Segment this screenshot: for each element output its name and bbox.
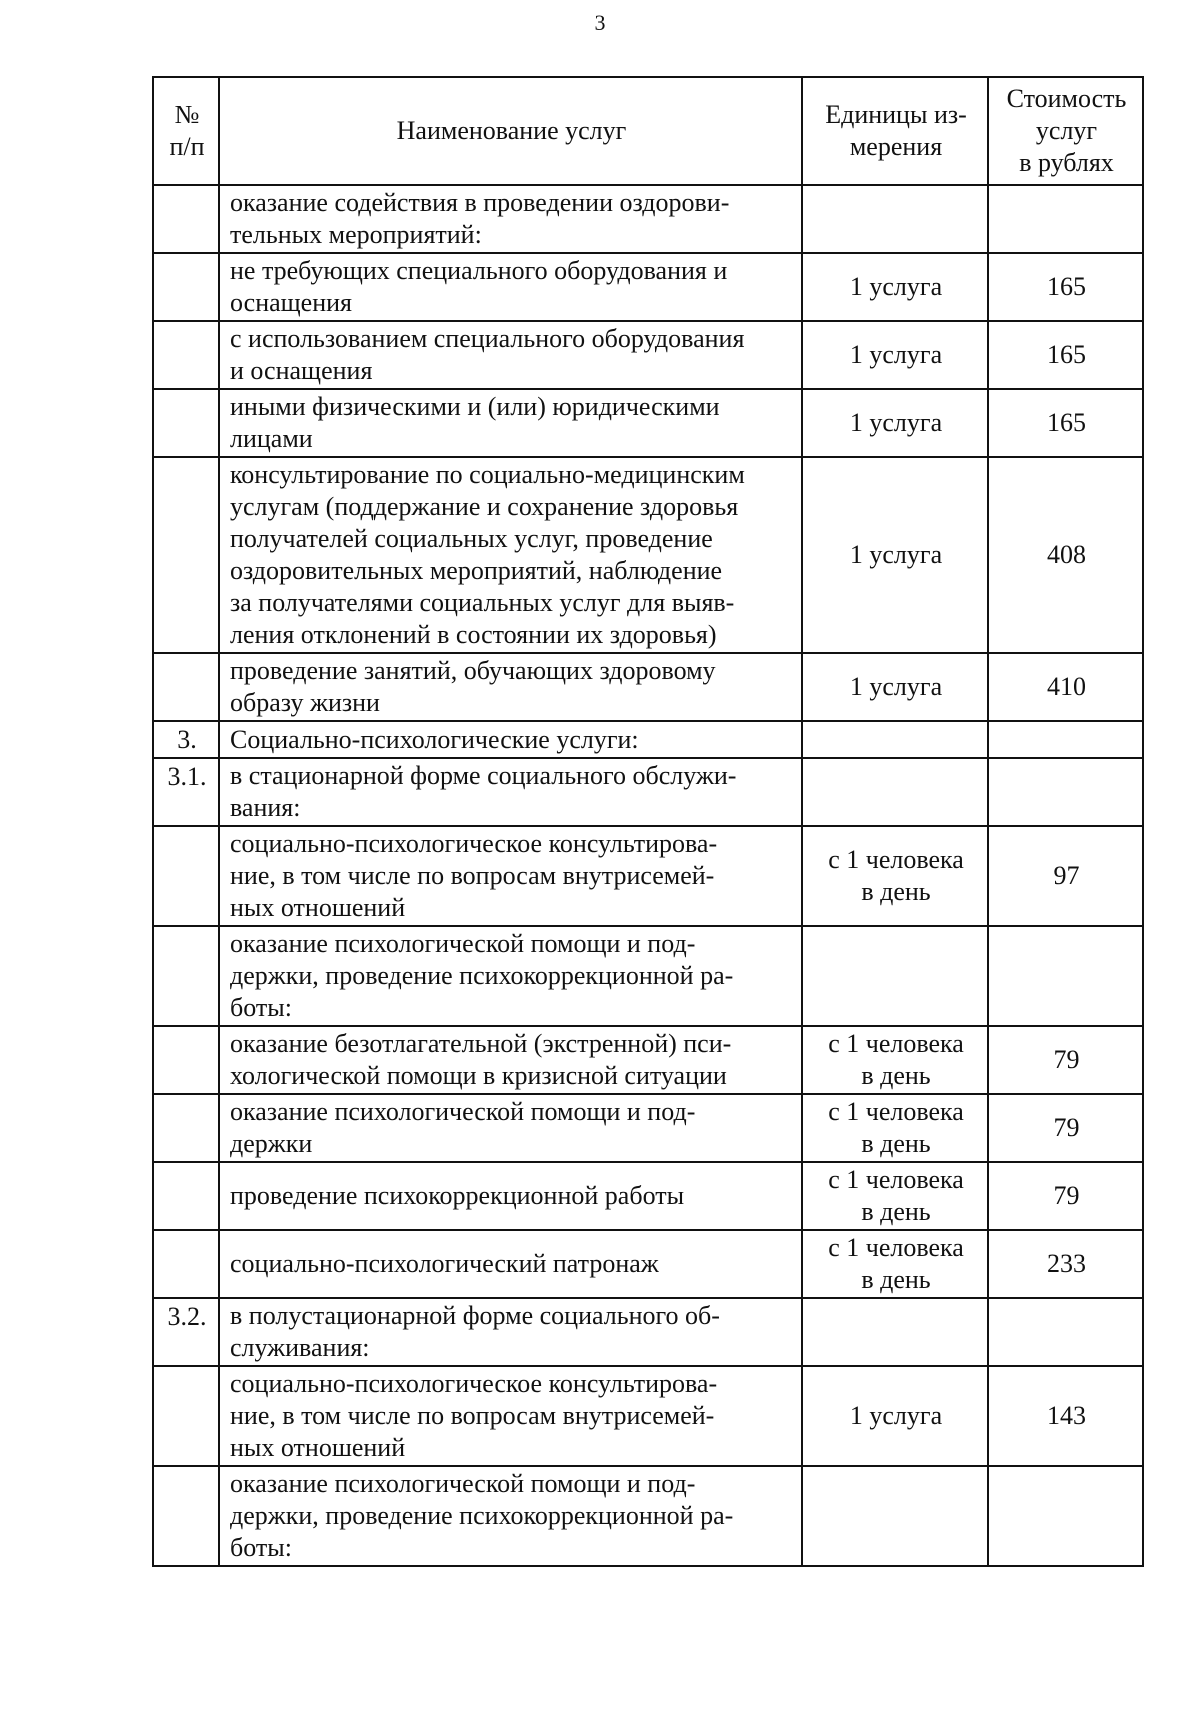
price-cell: 143 [988,1366,1143,1466]
unit-cell: с 1 человека в день [802,1162,988,1230]
table-header [153,77,1143,185]
page-number: 3 [594,10,606,35]
header-unit: Единицы из- мерения [802,77,988,185]
service-name-cell: консультирование по социально-медицинским услугам (поддержание и сохранение здоровья получателей социальных услуг, проведение оздоровительных мероприятий, наблюдение за получателями социальных услуг для выяв- ления отклонений в состоянии их здоровья) [219,457,802,653]
row-number-cell [153,321,219,389]
price-cell: 97 [988,826,1143,926]
service-name-cell: социально-психологическое консультирова- ние, в том числе по вопросам внутрисемей- ных отношений [219,1366,802,1466]
service-name-cell: социально-психологический патронаж [219,1230,802,1298]
unit-cell: 1 услуга [802,253,988,321]
table-row [153,457,1143,653]
row-number-cell [153,653,219,721]
table-row [153,721,1143,758]
row-number-cell [153,1230,219,1298]
service-name-cell: в стационарной форме социального обслужи- вания: [219,758,802,826]
price-cell [988,721,1143,758]
price-cell: 79 [988,1162,1143,1230]
service-name-cell: оказание психологической помощи и под- держки [219,1094,802,1162]
row-number-cell [153,1094,219,1162]
price-cell [988,758,1143,826]
service-name-cell: Социально-психологические услуги: [219,721,802,758]
table-row [153,653,1143,721]
table-row [153,321,1143,389]
row-number-cell [153,457,219,653]
price-cell [988,1298,1143,1366]
price-cell: 233 [988,1230,1143,1298]
table-row [153,826,1143,926]
table-row [153,1162,1143,1230]
service-name-cell: оказание психологической помощи и под- держки, проведение психокоррекционной ра- боты: [219,1466,802,1566]
price-cell [988,926,1143,1026]
header-price: Стоимость услуг в рублях [988,77,1143,185]
unit-cell: 1 услуга [802,321,988,389]
service-name-cell: оказание содействия в проведении оздорови- тельных мероприятий: [219,185,802,253]
unit-cell: с 1 человека в день [802,826,988,926]
table-row [153,758,1143,826]
table-row [153,926,1143,1026]
table-row [153,1026,1143,1094]
service-name-cell: в полустационарной форме социального об- служивания: [219,1298,802,1366]
table-row [153,1094,1143,1162]
price-cell: 410 [988,653,1143,721]
row-number-cell [153,926,219,1026]
table-row [153,1366,1143,1466]
service-name-cell: оказание безотлагательной (экстренной) пси- хологической помощи в кризисной ситуации [219,1026,802,1094]
unit-cell [802,1466,988,1566]
unit-cell [802,1298,988,1366]
service-name-cell: не требующих специального оборудования и оснащения [219,253,802,321]
price-cell [988,1466,1143,1566]
row-number-cell [153,1162,219,1230]
row-number-cell [153,826,219,926]
row-number-cell [153,1366,219,1466]
row-number-cell [153,1466,219,1566]
price-cell: 165 [988,253,1143,321]
unit-cell [802,758,988,826]
unit-cell: с 1 человека в день [802,1230,988,1298]
table-body [153,185,1143,1566]
price-cell: 79 [988,1026,1143,1094]
unit-cell: с 1 человека в день [802,1094,988,1162]
table-row [153,185,1143,253]
price-cell: 165 [988,321,1143,389]
row-number-cell [153,1026,219,1094]
price-cell [988,185,1143,253]
table-row [153,1298,1143,1366]
unit-cell [802,721,988,758]
row-number-cell: 3. [153,721,219,758]
table-row [153,389,1143,457]
service-name-cell: оказание психологической помощи и под- держки, проведение психокоррекционной ра- боты: [219,926,802,1026]
header-row [153,77,1143,185]
table-row [153,1466,1143,1566]
unit-cell [802,926,988,1026]
services-price-table [152,76,1144,1567]
row-number-cell: 3.1. [153,758,219,826]
row-number-cell: 3.2. [153,1298,219,1366]
unit-cell: с 1 человека в день [802,1026,988,1094]
row-number-cell [153,253,219,321]
price-cell: 408 [988,457,1143,653]
service-name-cell: с использованием специального оборудования и оснащения [219,321,802,389]
table-row [153,253,1143,321]
service-name-cell: проведение психокоррекционной работы [219,1162,802,1230]
unit-cell: 1 услуга [802,457,988,653]
row-number-cell [153,389,219,457]
table-row [153,1230,1143,1298]
unit-cell [802,185,988,253]
unit-cell: 1 услуга [802,1366,988,1466]
header-service-name: Наименование услуг [219,77,802,185]
unit-cell: 1 услуга [802,653,988,721]
unit-cell: 1 услуга [802,389,988,457]
service-name-cell: проведение занятий, обучающих здоровому образу жизни [219,653,802,721]
row-number-cell [153,185,219,253]
service-name-cell: иными физическими и (или) юридическими лицами [219,389,802,457]
price-cell: 79 [988,1094,1143,1162]
price-cell: 165 [988,389,1143,457]
header-number: № п/п [153,77,219,185]
service-name-cell: социально-психологическое консультирова- ние, в том числе по вопросам внутрисемей- ных отношений [219,826,802,926]
